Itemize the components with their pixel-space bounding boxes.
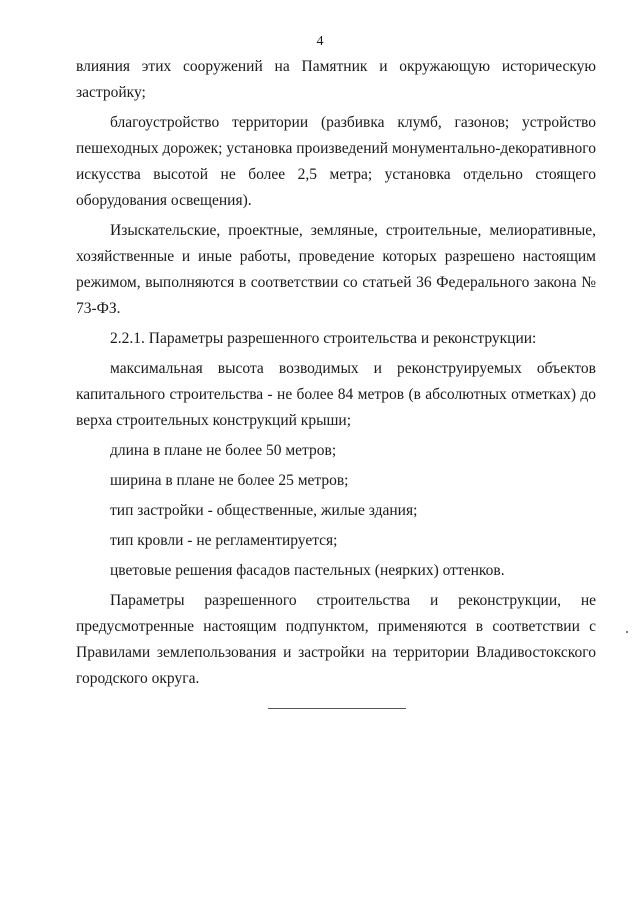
paragraph-other-parameters: Параметры разрешенного строительства и реконструкции, не предусмотренные настоящим подпунктом, применяются в соответствии с Правилами землепользования и застройки на территории Владивостокского городского округа. <box>76 592 596 687</box>
list-item-building-type: тип застройки - общественные, жилые здания; <box>110 502 418 519</box>
list-item-length: длина в плане не более 50 метров; <box>110 442 337 459</box>
end-of-document-rule <box>268 708 406 709</box>
paragraph-max-height: максимальная высота возводимых и реконструируемых объектов капитального строительства - не более 84 метров (в абсолютных отметках) до верха строительных конструкций крыши; <box>76 360 596 429</box>
paragraph-works: Изыскательские, проектные, земляные, строительные, мелиоративные, хозяйственные и иные работы, проведение которых разрешено настоящим режимом, выполняются в соответствии со статьей 36 Федерального закона № 73-ФЗ. <box>76 222 596 317</box>
scan-artifact-dot <box>626 631 628 633</box>
paragraph-continuation: влияния этих сооружений на Памятник и окружающую историческую застройку; <box>76 58 596 101</box>
section-heading-2-2-1: 2.2.1. Параметры разрешенного строительства и реконструкции: <box>110 330 537 347</box>
page-number: 4 <box>316 34 324 49</box>
list-item-width: ширина в плане не более 25 метров; <box>110 472 349 489</box>
list-item-facade-colors: цветовые решения фасадов пастельных (неярких) оттенков. <box>110 562 505 579</box>
paragraph-landscaping: благоустройство территории (разбивка клумб, газонов; устройство пешеходных дорожек; установка произведений монументально-декоративного искусства высотой не более 2,5 метра; установка отдельно стоящего оборудования освещения). <box>76 114 596 209</box>
list-item-roof-type: тип кровли - не регламентируется; <box>110 532 338 549</box>
document-body <box>76 54 596 692</box>
